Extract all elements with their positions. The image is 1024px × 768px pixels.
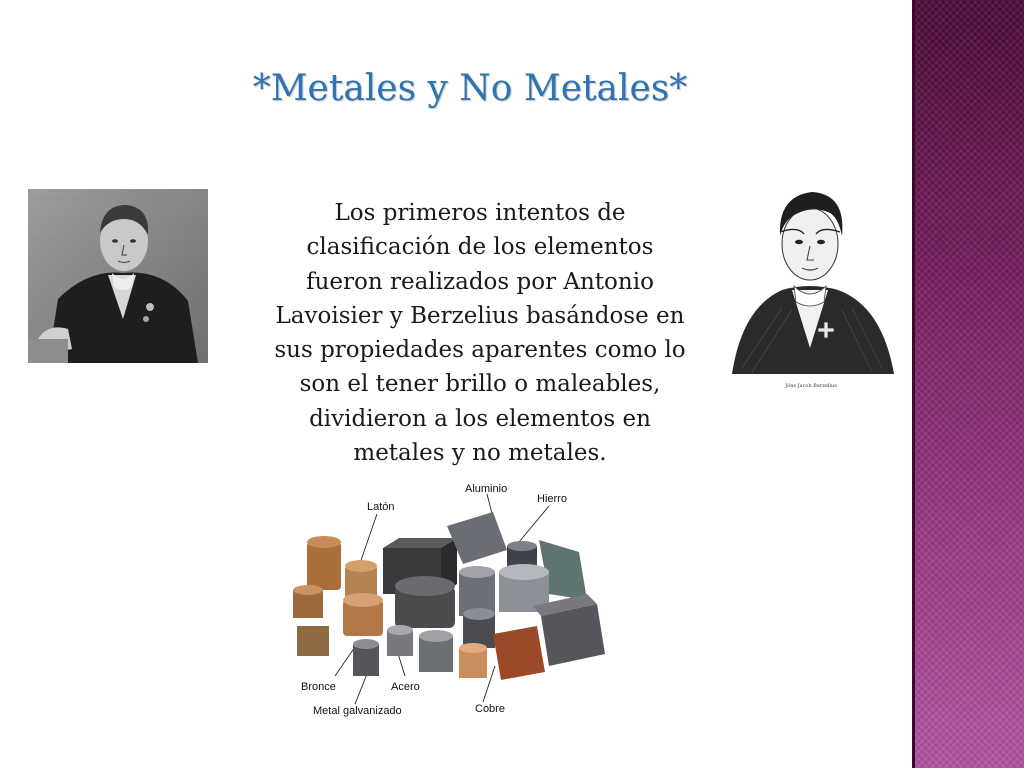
label-galvanizado: Metal galvanizado [313, 705, 402, 717]
sidebar-edge [912, 0, 915, 768]
decorative-sidebar [912, 0, 1024, 768]
body-line: dividieron a los elementos en [309, 405, 651, 432]
body-line: Los primeros intentos de [334, 200, 626, 226]
body-line: Lavoisier y Berzelius basándose en [275, 302, 685, 329]
body-line: metales y no metales. [353, 440, 607, 467]
label-cobre: Cobre [475, 703, 505, 715]
body-line: clasificación de los elementos [306, 234, 654, 261]
body-line: son el tener brillo o maleables, [299, 371, 661, 398]
label-acero: Acero [391, 681, 420, 693]
portrait-berzelius-image [722, 178, 900, 394]
label-aluminio: Aluminio [465, 483, 508, 495]
metal-samples-image [287, 476, 627, 724]
slide-title: *Metales y No Metales* [252, 68, 688, 109]
label-bronce: Bronce [301, 681, 336, 693]
label-hierro: Hierro [537, 493, 567, 505]
portrait-caption: Jöns Jacob Berzelius [785, 383, 837, 389]
label-laton: Latón [367, 501, 395, 513]
body-line: fueron realizados por Antonio [306, 268, 654, 295]
body-line: sus propiedades aparentes como lo [274, 337, 686, 364]
portrait-lavoisier-image [28, 189, 208, 363]
body-paragraph [232, 196, 728, 470]
